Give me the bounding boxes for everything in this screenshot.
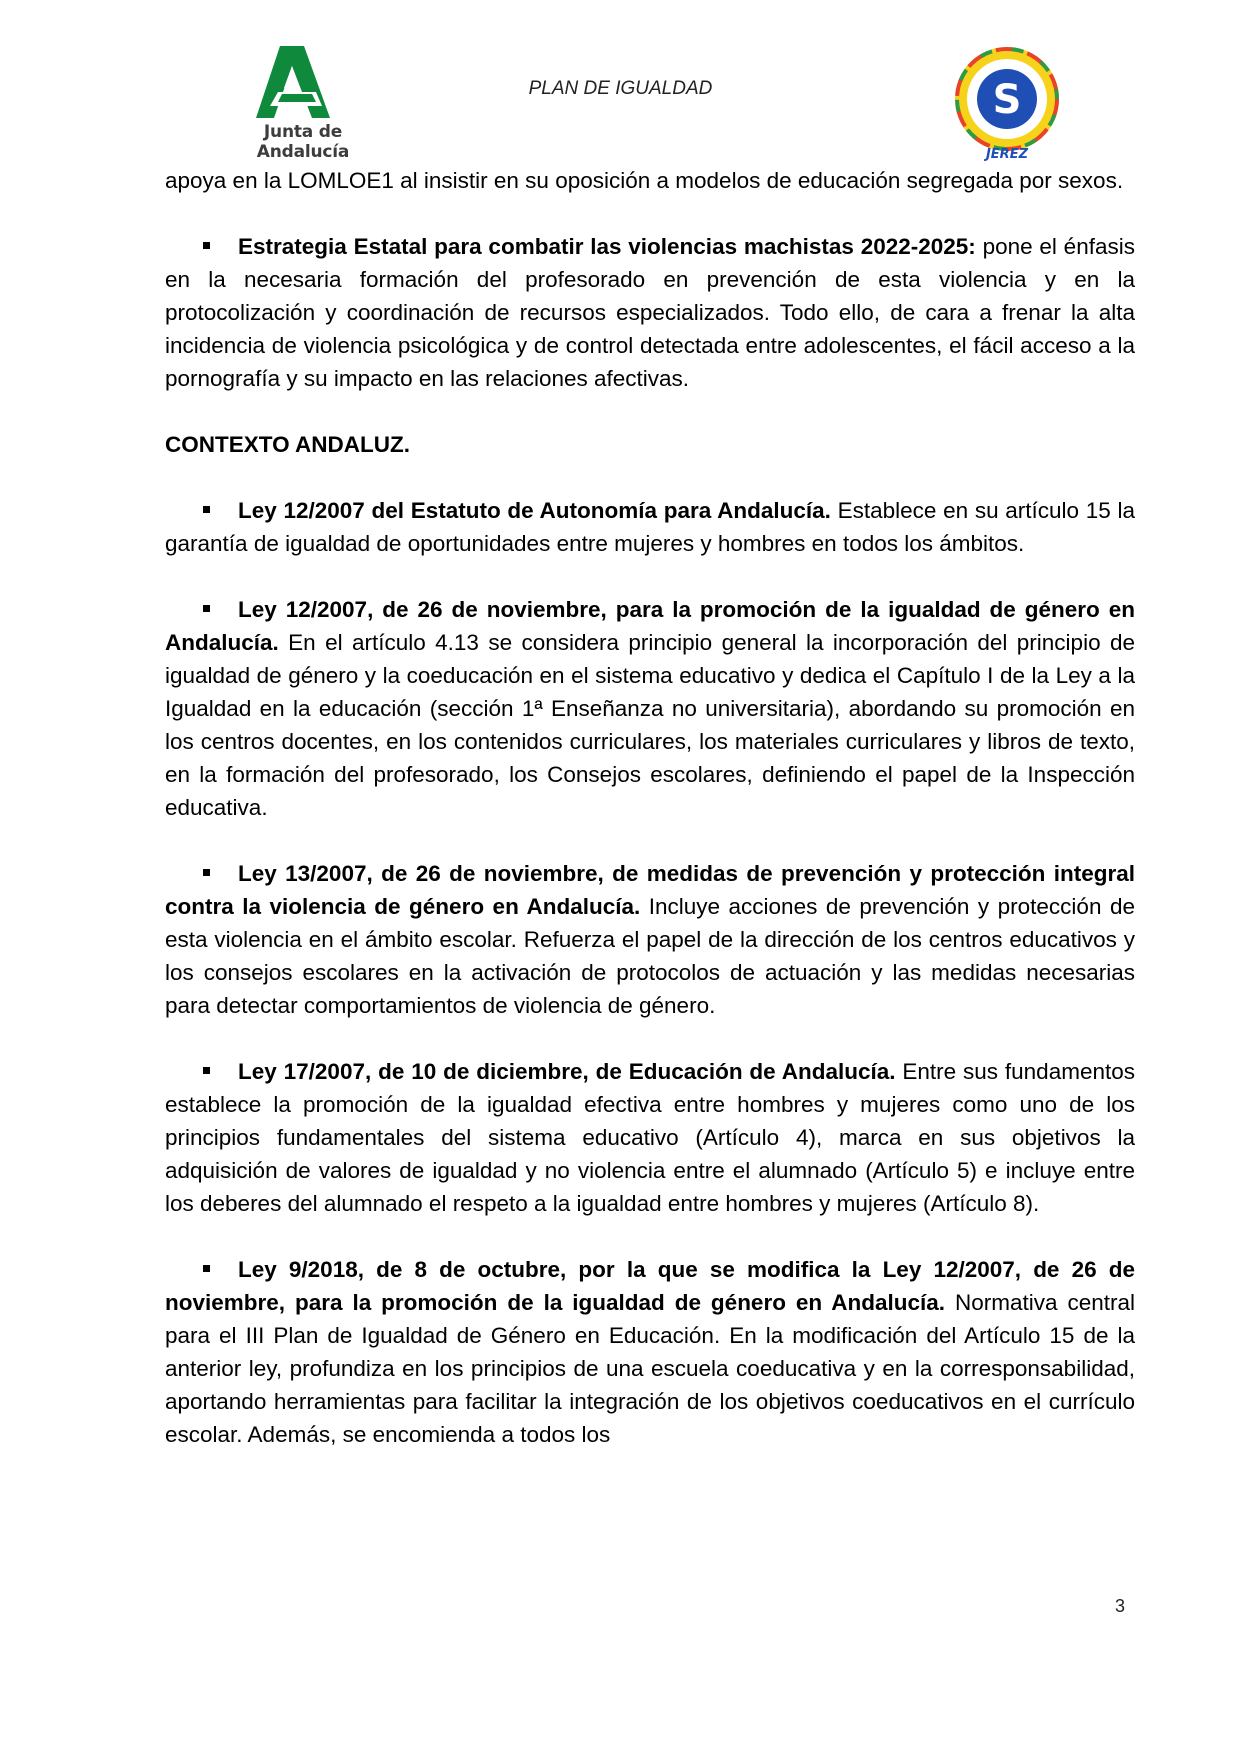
- list-item-title: Ley 17/2007, de 10 de diciembre, de Educación de Andalucía.: [238, 1059, 896, 1084]
- page-number: 3: [1115, 1596, 1126, 1616]
- list-item-text: En el artículo 4.13 se considera principio general la incorporación del principio de igualdad de género y la coeducación en el sistema educativo y dedica el Capítulo I de la Ley a la Igualdad en la educación (sección 1ª Enseñanza no universitaria), abordando su promoción en los centros docentes, en los contenidos curriculares, los materiales curriculares y libros de texto, en la formación del profesorado, los Consejos escolares, definiendo el papel de la Inspección educativa.: [165, 630, 1135, 820]
- list-item-text: Incluye acciones de prevención y protección de esta violencia en el ámbito escolar. Refuerza el papel de la dirección de los centros educativos y los consejos escolares en la activación de protocolos de actuación y las medidas necesarias para detectar comportamientos de violencia de género.: [165, 894, 1135, 1018]
- list-item-estatuto: [165, 494, 1135, 560]
- square-bullet-icon: [203, 1067, 210, 1074]
- list-item-text: Establece en su artículo 15 la garantía de igualdad de oportunidades entre mujeres y hombres en todos los ámbitos.: [165, 498, 1136, 556]
- list-item-title: Ley 12/2007, de 26 de noviembre, para la promoción de la igualdad de género en Andalucía.: [165, 597, 1135, 655]
- list-item-ley-13-2007: [165, 857, 1135, 1022]
- list-item-ley-17-2007: [165, 1055, 1135, 1220]
- list-item-title: Ley 9/2018, de 8 de octubre, por la que se modifica la Ley 12/2007, de 26 de noviembre, para la promoción de la igualdad de género en Andalucía.: [165, 1257, 1135, 1315]
- square-bullet-icon: [203, 242, 210, 249]
- list-item-estrategia-estatal: [165, 230, 1135, 395]
- page-header: [0, 0, 1241, 165]
- section-heading: CONTEXTO ANDALUZ.: [165, 432, 410, 457]
- list-item-title: Estrategia Estatal para combatir las violencias machistas 2022-2025:: [238, 234, 976, 259]
- junta-logo-text: Junta de Andalucía: [256, 122, 350, 162]
- square-bullet-icon: [203, 1265, 210, 1272]
- list-item-title: Ley 13/2007, de 26 de noviembre, de medidas de prevención y protección integral contra la violencia de género en Andalucía.: [165, 861, 1135, 919]
- intro-paragraph: apoya en la LOMLOE1 al insistir en su oposición a modelos de educación segregada por sexos.: [165, 168, 1124, 193]
- square-bullet-icon: [203, 869, 210, 876]
- ies-fernando-savater-logo: [948, 44, 1066, 162]
- list-item-ley-9-2018: [165, 1253, 1135, 1451]
- list-item-ley-12-2007: [165, 593, 1135, 824]
- school-badge-city: JEREZ: [985, 147, 1029, 162]
- school-badge-letter: S: [992, 77, 1022, 123]
- list-item-text: Entre sus fundamentos establece la promoción de la igualdad efectiva entre hombres y mujeres como uno de los principios fundamentales del sistema educativo (Artículo 4), marca en sus objetivos la adquisición de valores de igualdad y no violencia entre el alumnado (Artículo 5) e incluye entre los deberes del alumnado el respeto a la igualdad entre hombres y mujeres (Artículo 8).: [165, 1059, 1135, 1216]
- document-body: [165, 164, 1135, 1451]
- list-item-text: Normativa central para el III Plan de Igualdad de Género en Educación. En la modificación del Artículo 15 de la anterior ley, profundiza en los principios de una escuela coeducativa y en la corresponsabilidad, aportando herramientas para facilitar la integración de los objetivos coeducativos en el currículo escolar. Además, se encomienda a todos los: [165, 1290, 1135, 1447]
- square-bullet-icon: [203, 605, 210, 612]
- list-item-title: Ley 12/2007 del Estatuto de Autonomía para Andalucía.: [238, 498, 831, 523]
- page-header-title: PLAN DE IGUALDAD: [528, 78, 713, 99]
- square-bullet-icon: [203, 506, 210, 513]
- list-item-text: pone el énfasis en la necesaria formación del profesorado en prevención de esta violencia y en la protocolización y coordinación de recursos especializados. Todo ello, de cara a frenar la alta incidencia de violencia psicológica y de control detectada entre adolescentes, el fácil acceso a la pornografía y su impacto en las relaciones afectivas.: [165, 234, 1135, 391]
- school-badge-icon: [948, 44, 1066, 162]
